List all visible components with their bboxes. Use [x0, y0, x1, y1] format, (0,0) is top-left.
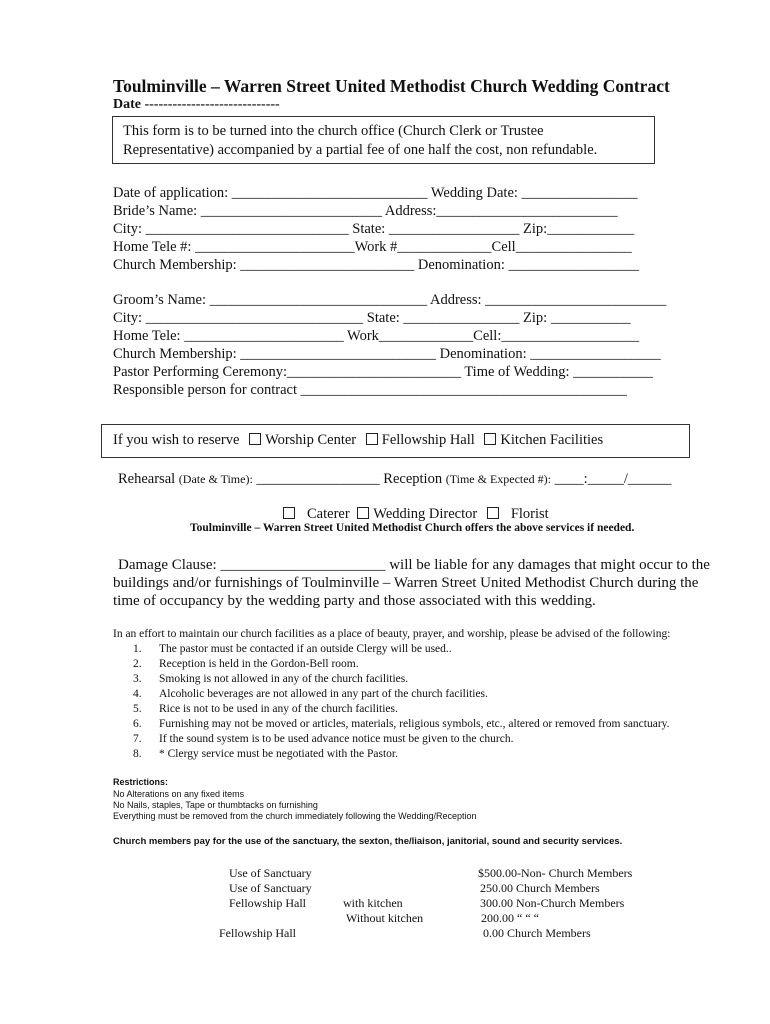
wedding-director-checkbox[interactable]: [357, 507, 369, 519]
worship-center-checkbox[interactable]: [249, 433, 261, 445]
bride-phone-field[interactable]: Home Tele #: ______________________Work #_____________Cell________________: [113, 239, 632, 255]
fee-option: Without kitchen: [346, 911, 424, 925]
checkbox-label: Caterer: [307, 506, 350, 522]
fee-price: 250.00 Church Members: [480, 881, 600, 895]
pastor-field[interactable]: Pastor Performing Ceremony:________________________ Time of Wedding: ___________: [113, 364, 653, 380]
fee-item: Fellowship Hall: [229, 896, 306, 910]
date-line: Date -----------------------------: [113, 97, 280, 112]
rehearsal-label: Rehearsal: [118, 471, 176, 487]
damage-clause-text: time of occupancy by the wedding party and those associated with this wedding.: [113, 593, 596, 609]
reception-label: Reception: [383, 471, 443, 487]
rehearsal-blank[interactable]: _________________: [256, 471, 380, 487]
checkbox-label: Wedding Director: [373, 506, 478, 522]
restriction-item: No Nails, staples, Tape or thumbtacks on furnishing: [113, 800, 318, 810]
rule-text: Reception is held in the Gordon-Bell room.: [159, 658, 359, 670]
rule-number: 1.: [133, 643, 142, 655]
members-note: Church members pay for the use of the sanctuary, the sexton, the/liaison, janitorial, sound and security services.: [113, 836, 623, 847]
caterer-checkbox[interactable]: [283, 507, 295, 519]
reception-blank[interactable]: ____:_____/______: [554, 471, 672, 487]
checkbox-label: Kitchen Facilities: [500, 432, 604, 448]
application-date-field[interactable]: Date of application: ___________________________ Wedding Date: ________________: [113, 185, 638, 201]
reception-hint: (Time & Expected #):: [445, 472, 551, 486]
fee-price: 0.00 Church Members: [483, 926, 591, 940]
bride-name-field[interactable]: Bride’s Name: _________________________ Address:_________________________: [113, 203, 618, 219]
kitchen-facilities-checkbox[interactable]: [484, 433, 496, 445]
rehearsal-hint: (Date & Time):: [178, 472, 253, 486]
damage-clause-field[interactable]: Damage Clause: ______________________ will be liable for any damages that might occur to the: [118, 557, 710, 573]
fee-price: $500.00-Non- Church Members: [478, 866, 633, 880]
restriction-item: Everything must be removed from the church immediately following the Wedding/Reception: [113, 811, 477, 821]
fee-price: 300.00 Non-Church Members: [480, 896, 625, 910]
notice-line: This form is to be turned into the church office (Church Clerk or Trustee: [123, 123, 544, 139]
rule-text: * Clergy service must be negotiated with the Pastor.: [159, 748, 399, 760]
florist-checkbox[interactable]: [487, 507, 499, 519]
responsible-person-field[interactable]: Responsible person for contract _____________________________________________: [113, 382, 627, 398]
services-note: Toulminville – Warren Street United Methodist Church offers the above services if needed.: [190, 522, 635, 534]
checkbox-label: Worship Center: [265, 432, 357, 448]
rule-text: Furnishing may not be moved or articles, materials, religious symbols, etc., altered or removed from sanctuary.: [159, 718, 670, 730]
rule-text: Smoking is not allowed in any of the church facilities.: [159, 673, 409, 685]
fellowship-hall-checkbox[interactable]: [366, 433, 378, 445]
rule-number: 6.: [133, 718, 142, 730]
checkbox-label: Florist: [510, 506, 549, 522]
rule-number: 3.: [133, 673, 142, 685]
restrictions-heading: Restrictions:: [113, 777, 169, 787]
checkbox-label: Fellowship Hall: [381, 432, 475, 448]
damage-clause-text: buildings and/or furnishings of Toulminville – Warren Street United Methodist Church during the: [113, 575, 699, 591]
rule-text: Rice is not to be used in any of the church facilities.: [159, 703, 398, 715]
notice-box: [112, 116, 655, 164]
fee-item: Use of Sanctuary: [229, 866, 312, 880]
rehearsal-row[interactable]: [118, 471, 671, 488]
rule-number: 5.: [133, 703, 142, 715]
fee-price: 200.00 “ “ “: [481, 911, 539, 925]
fee-item: Use of Sanctuary: [229, 881, 312, 895]
groom-phone-field[interactable]: Home Tele: ______________________ Work_____________Cell:___________________: [113, 328, 640, 344]
rule-number: 8.: [133, 748, 142, 760]
rule-number: 2.: [133, 658, 142, 670]
groom-membership-field[interactable]: Church Membership: ___________________________ Denomination: __________________: [113, 346, 661, 362]
notice-line: Representative) accompanied by a partial fee of one half the cost, non refundable.: [123, 142, 598, 158]
fee-item: Fellowship Hall: [219, 926, 296, 940]
rule-number: 4.: [133, 688, 142, 700]
rule-number: 7.: [133, 733, 142, 745]
fee-option: with kitchen: [343, 896, 403, 910]
rule-text: The pastor must be contacted if an outside Clergy will be used..: [159, 643, 452, 655]
rule-text: Alcoholic beverages are not allowed in any part of the church facilities.: [159, 688, 488, 700]
reserve-box: [101, 424, 690, 458]
page-title: Toulminville – Warren Street United Methodist Church Wedding Contract: [113, 76, 670, 96]
restriction-item: No Alterations on any fixed items: [113, 789, 245, 799]
reserve-prompt: If you wish to reserve: [113, 432, 240, 448]
groom-city-field[interactable]: City: ______________________________ State: ________________ Zip: ___________: [113, 310, 631, 326]
rules-intro: In an effort to maintain our church facilities as a place of beauty, prayer, and worship, please be advised of the following:: [113, 628, 671, 640]
rule-text: If the sound system is to be used advance notice must be given to the church.: [159, 733, 514, 745]
groom-name-field[interactable]: Groom’s Name: ______________________________ Address: _________________________: [113, 292, 667, 308]
bride-membership-field[interactable]: Church Membership: ________________________ Denomination: __________________: [113, 257, 639, 273]
services-row: [283, 506, 549, 523]
bride-city-field[interactable]: City: ____________________________ State: __________________ Zip:____________: [113, 221, 635, 237]
